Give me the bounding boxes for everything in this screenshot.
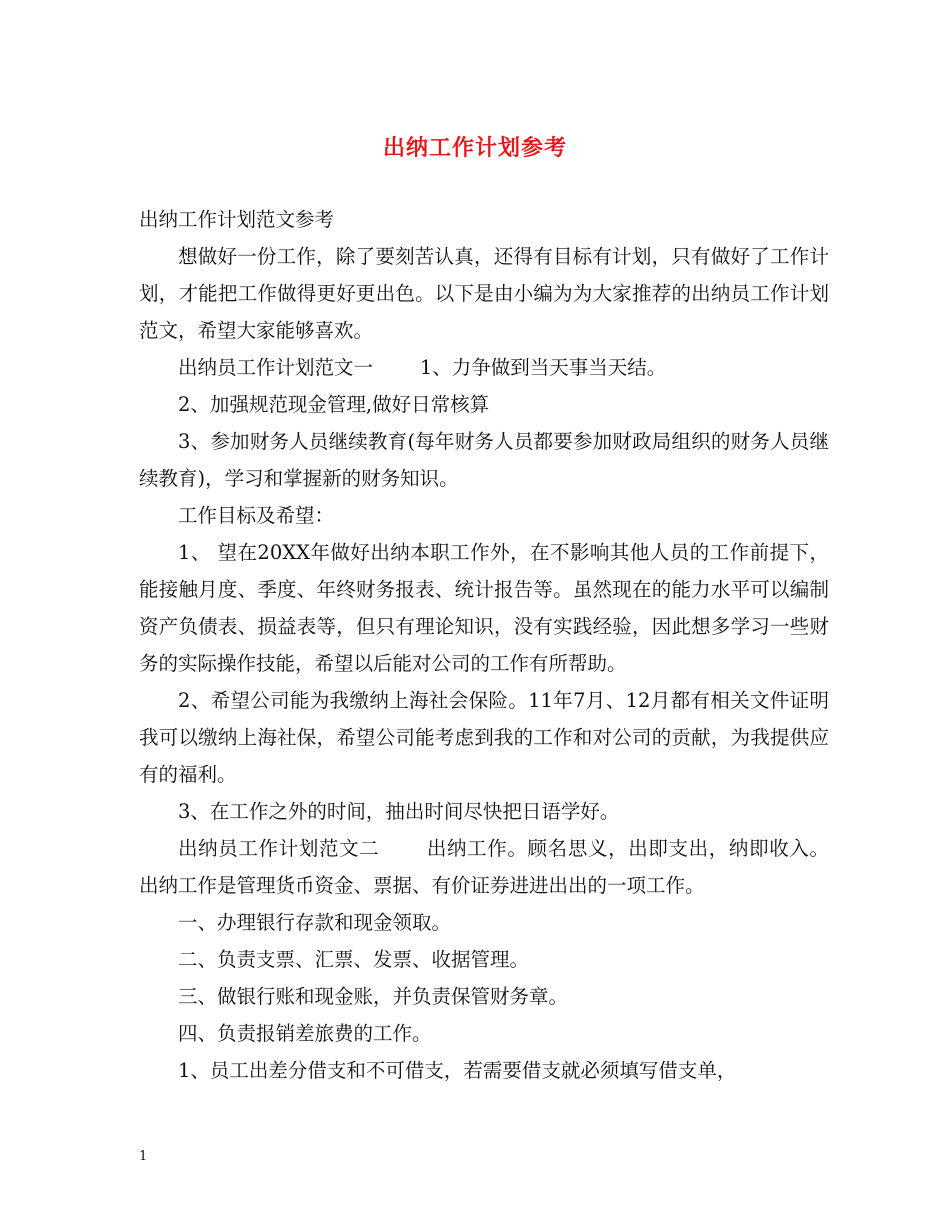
sample-two-intro: 出纳工作。顾名思义，出即支出，纳即收入。出纳工作是管理货币资金、票据、有价证券进进出出的一项工作。 bbox=[139, 837, 829, 897]
intro-paragraph: 想做好一份工作，除了要刻苦认真，还得有目标有计划，只有做好了工作计划，才能把工作做得更好更出色。以下是由小编为为大家推荐的出纳员工作计划范文，希望大家能够喜欢。 bbox=[139, 245, 829, 342]
sample-two-paragraph bbox=[139, 830, 829, 904]
document-title: 出纳工作计划参考 bbox=[382, 135, 567, 161]
goal-item-2: 2、希望公司能为我缴纳上海社会保险。11年7月、12月都有相关文件证明我可以缴纳上海社保，希望公司能考虑到我的工作和对公司的贡献，为我提供应有的福利。 bbox=[139, 689, 829, 786]
sample-one-item-3: 3、参加财务人员继续教育(每年财务人员都要参加财政局组织的财务人员继续教育)，学习和掌握新的财务知识。 bbox=[139, 430, 829, 490]
sample-one-item-2: 2、加强规范现金管理,做好日常核算 bbox=[178, 393, 490, 416]
goal-item-3: 3、在工作之外的时间，抽出时间尽快把日语学好。 bbox=[178, 800, 620, 823]
duty-item-1: 一、办理银行存款和现金领取。 bbox=[178, 911, 452, 934]
page-number: 1 bbox=[139, 1149, 148, 1164]
travel-expense-item-1: 1、员工出差分借支和不可借支，若需要借支就必须填写借支单， bbox=[178, 1059, 737, 1082]
sample-one-item-1: 1、力争做到当天事当天结。 bbox=[419, 356, 667, 379]
duty-item-4: 四、负责报销差旅费的工作。 bbox=[178, 1022, 432, 1045]
document-body bbox=[139, 201, 829, 1089]
subtitle-paragraph: 出纳工作计划范文参考 bbox=[139, 208, 335, 231]
sample-one-paragraph bbox=[139, 349, 829, 386]
goals-heading: 工作目标及希望： bbox=[178, 504, 335, 527]
sample-two-heading: 出纳员工作计划范文二 bbox=[178, 837, 380, 860]
goal-item-1: 1、 望在20XX年做好出纳本职工作外，在不影响其他人员的工作前提下，能接触月度、季度、年终财务报表、统计报告等。虽然现在的能力水平可以编制资产负债表、损益表等，但只有理论知识，没有实践经验，因此想多学习一些财务的实际操作技能，希望以后能对公司的工作有所帮助。 bbox=[139, 541, 829, 675]
duty-item-3: 三、做银行账和现金账，并负责保管财务章。 bbox=[178, 985, 569, 1008]
sample-one-heading: 出纳员工作计划范文一 bbox=[178, 356, 374, 379]
duty-item-2: 二、负责支票、汇票、发票、收据管理。 bbox=[178, 948, 530, 971]
